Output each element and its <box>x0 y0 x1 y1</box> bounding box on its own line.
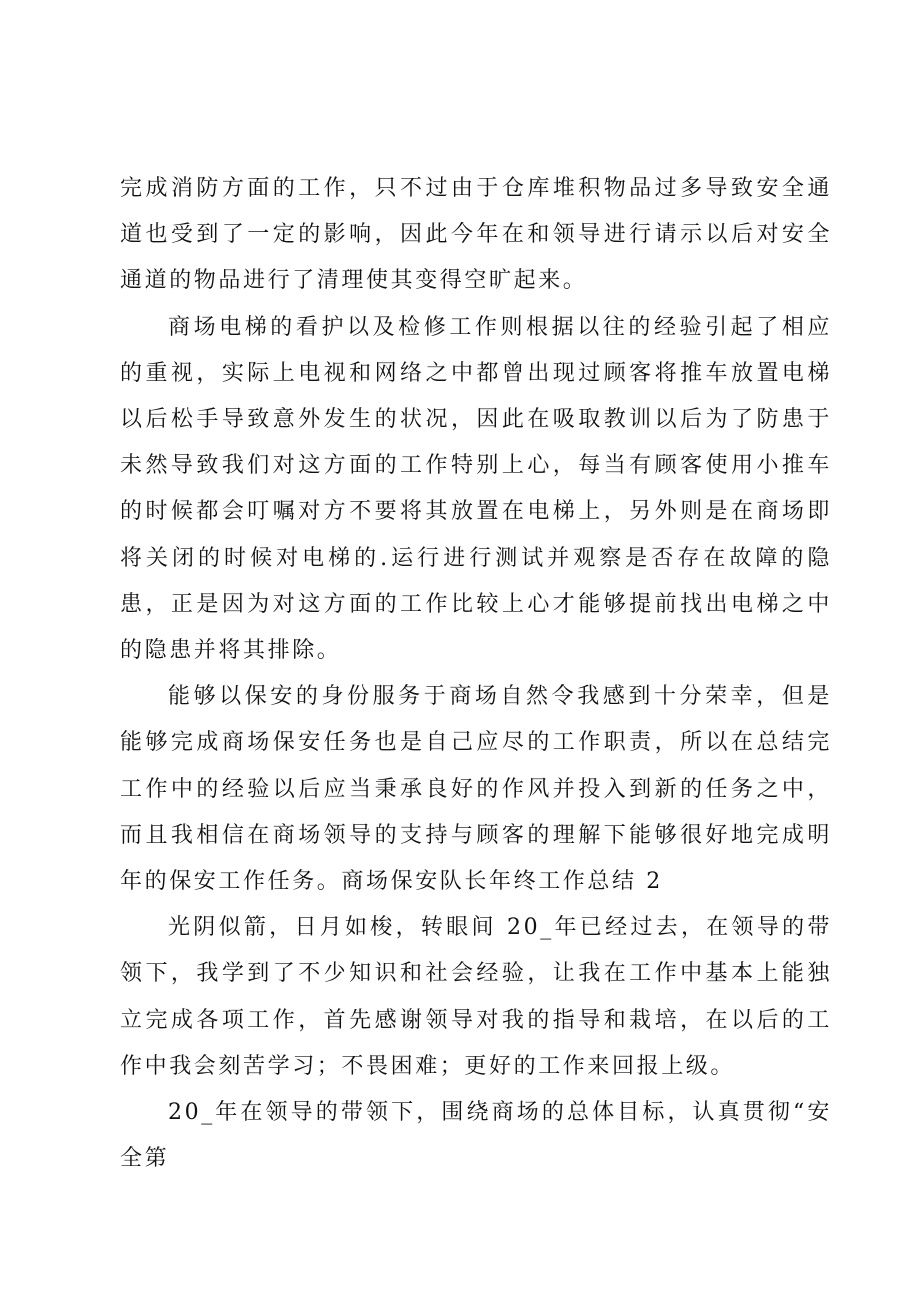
paragraph-year-review: 光阴似箭，日月如梭，转眼间 20_年已经过去，在领导的带领下，我学到了不少知识和社会经验，让我在工作中基本上能独立完成各项工作，首先感谢领导对我的指导和栽培，在以后的工作中我会刻苦学习；不畏困难；更好的工作来回报上级。 <box>120 915 832 1079</box>
paragraph-goal-intro: 20_年在领导的带领下，围绕商场的总体目标，认真贯彻“安全第 <box>120 1100 832 1172</box>
paragraph-security-duty: 能够以保安的身份服务于商场自然令我感到十分荣幸，但是能够完成商场保安任务也是自己应尽的工作职责，所以在总结完工作中的经验以后应当秉承良好的作风并投入到新的任务之中，而且我相信在商场领导的支持与顾客的理解下能够很好地完成明年的保安工作任务。商场保安队长年终工作总结 2 <box>120 684 832 895</box>
paragraph-elevator-maintenance: 商场电梯的看护以及检修工作则根据以往的经验引起了相应的重视，实际上电视和网络之中都曾出现过顾客将推车放置电梯以后松手导致意外发生的状况，因此在吸取教训以后为了防患于未然导致我们对这方面的工作特别上心，每当有顾客使用小推车的时候都会叮嘱对方不要将其放置在电梯上，另外则是在商场即将关闭的时候对电梯的.运行进行测试并观察是否存在故障的隐患，正是因为对这方面的工作比较上心才能够提前找出电梯之中的隐患并将其排除。 <box>120 314 832 664</box>
paragraph-consumer-fire-safety: 完成消防方面的工作，只不过由于仓库堆积物品过多导致安全通道也受到了一定的影响，因此今年在和领导进行请示以后对安全通道的物品进行了清理使其变得空旷起来。 <box>120 176 832 294</box>
document-body <box>120 166 832 1182</box>
